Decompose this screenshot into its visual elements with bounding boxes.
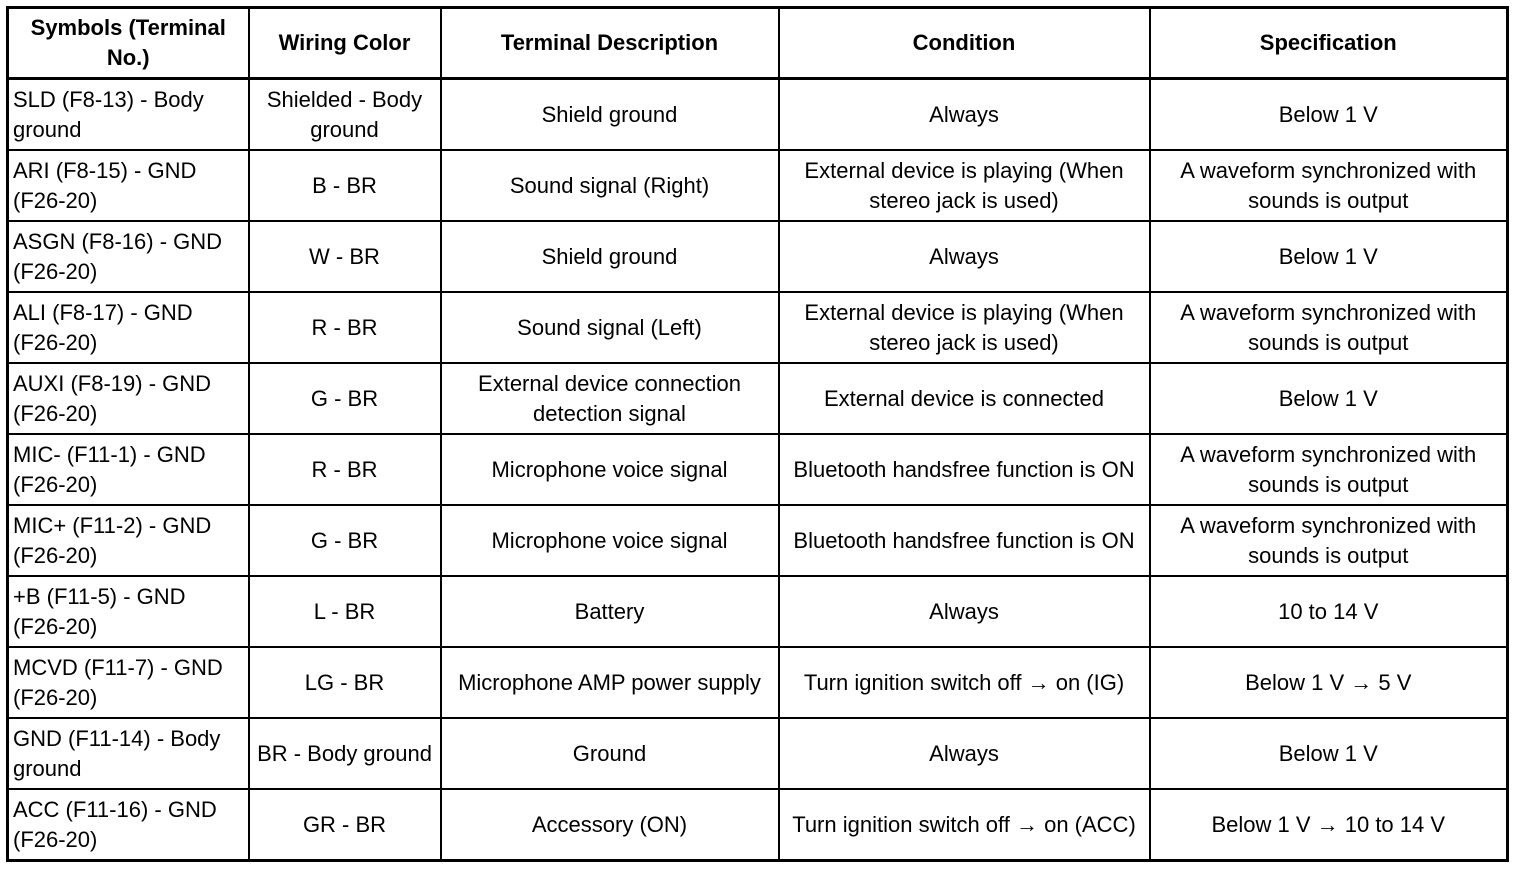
table-row [8,221,1508,292]
table-header [8,8,1508,79]
cell-condition: Always [779,221,1150,292]
cell-condition: Bluetooth handsfree function is ON [779,434,1150,505]
cell-condition: Always [779,718,1150,789]
table-row [8,647,1508,718]
table-row [8,79,1508,151]
cell-specification: Below 1 V → 5 V [1150,647,1508,718]
cell-wiring-color: Shielded - Body ground [249,79,441,151]
cell-wiring-color: B - BR [249,150,441,221]
cell-specification: Below 1 V [1150,363,1508,434]
cell-symbol: +B (F11-5) - GND (F26-20) [8,576,249,647]
cell-wiring-color: BR - Body ground [249,718,441,789]
cell-description: Sound signal (Left) [441,292,779,363]
cell-symbol: MIC- (F11-1) - GND (F26-20) [8,434,249,505]
cell-description: Battery [441,576,779,647]
cell-condition: Turn ignition switch off → on (IG) [779,647,1150,718]
cell-specification: Below 1 V → 10 to 14 V [1150,789,1508,861]
cell-specification: A waveform synchronized with sounds is output [1150,434,1508,505]
cell-symbol: ACC (F11-16) - GND (F26-20) [8,789,249,861]
header-row [8,8,1508,79]
cell-symbol: GND (F11-14) - Body ground [8,718,249,789]
cell-specification: A waveform synchronized with sounds is output [1150,505,1508,576]
cell-wiring-color: R - BR [249,292,441,363]
cell-symbol: SLD (F8-13) - Body ground [8,79,249,151]
header-wiring-color: Wiring Color [249,8,441,79]
table-row [8,505,1508,576]
cell-wiring-color: G - BR [249,363,441,434]
table-row [8,292,1508,363]
cell-description: Accessory (ON) [441,789,779,861]
cell-wiring-color: W - BR [249,221,441,292]
table-row [8,789,1508,861]
cell-symbol: AUXI (F8-19) - GND (F26-20) [8,363,249,434]
terminal-spec-table [6,6,1509,862]
table-row [8,718,1508,789]
header-symbols: Symbols (Terminal No.) [8,8,249,79]
cell-symbol: ALI (F8-17) - GND (F26-20) [8,292,249,363]
cell-wiring-color: L - BR [249,576,441,647]
cell-description: Shield ground [441,221,779,292]
cell-description: Sound signal (Right) [441,150,779,221]
table-row [8,150,1508,221]
cell-condition: External device is playing (When stereo jack is used) [779,292,1150,363]
table-row [8,363,1508,434]
cell-description: Microphone voice signal [441,434,779,505]
cell-symbol: ASGN (F8-16) - GND (F26-20) [8,221,249,292]
cell-specification: 10 to 14 V [1150,576,1508,647]
cell-specification: A waveform synchronized with sounds is output [1150,292,1508,363]
cell-description: External device connection detection signal [441,363,779,434]
cell-specification: Below 1 V [1150,221,1508,292]
cell-condition: Turn ignition switch off → on (ACC) [779,789,1150,861]
cell-specification: Below 1 V [1150,79,1508,151]
cell-description: Ground [441,718,779,789]
table-row [8,434,1508,505]
header-specification: Specification [1150,8,1508,79]
cell-symbol: MCVD (F11-7) - GND (F26-20) [8,647,249,718]
cell-specification: Below 1 V [1150,718,1508,789]
cell-condition: External device is connected [779,363,1150,434]
cell-symbol: ARI (F8-15) - GND (F26-20) [8,150,249,221]
table-body [8,79,1508,861]
cell-condition: External device is playing (When stereo jack is used) [779,150,1150,221]
cell-wiring-color: GR - BR [249,789,441,861]
cell-symbol: MIC+ (F11-2) - GND (F26-20) [8,505,249,576]
cell-specification: A waveform synchronized with sounds is output [1150,150,1508,221]
header-terminal-description: Terminal Description [441,8,779,79]
cell-wiring-color: R - BR [249,434,441,505]
cell-description: Shield ground [441,79,779,151]
table-row [8,576,1508,647]
cell-description: Microphone voice signal [441,505,779,576]
cell-wiring-color: LG - BR [249,647,441,718]
cell-condition: Always [779,576,1150,647]
cell-condition: Bluetooth handsfree function is ON [779,505,1150,576]
cell-wiring-color: G - BR [249,505,441,576]
cell-description: Microphone AMP power supply [441,647,779,718]
header-condition: Condition [779,8,1150,79]
cell-condition: Always [779,79,1150,151]
